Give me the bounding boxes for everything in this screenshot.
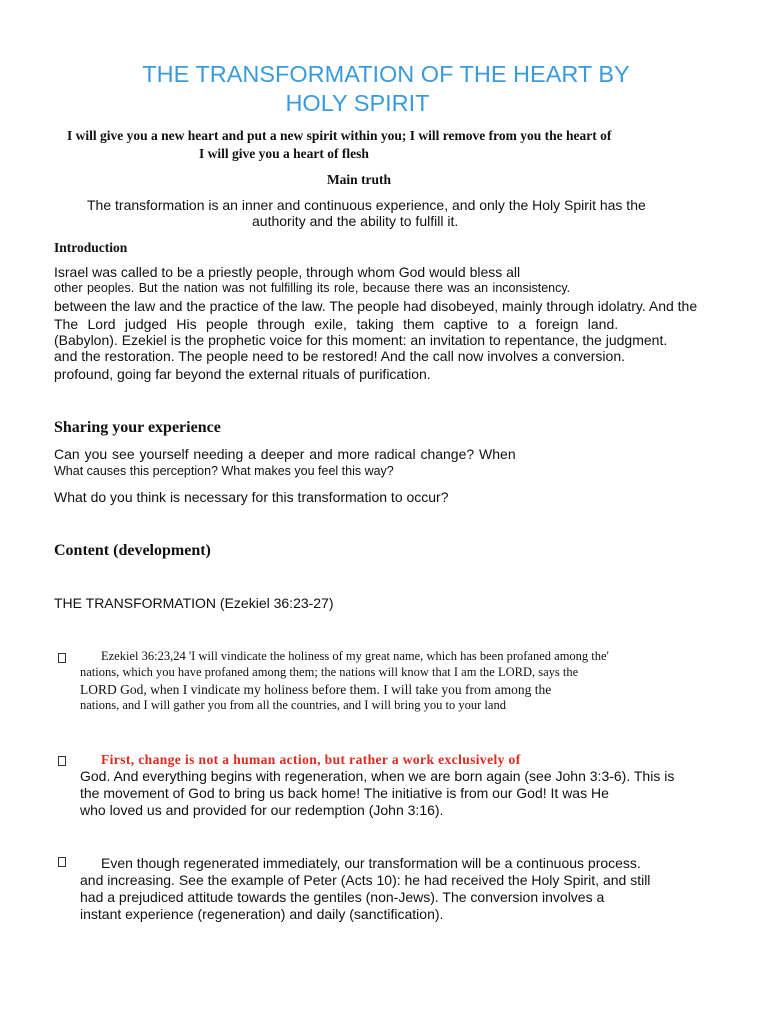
intro-line: Israel was called to be a priestly people, through whom God would bless all xyxy=(54,264,521,280)
verse-line2: I will give you a heart of flesh xyxy=(199,146,369,161)
bullet-box-icon xyxy=(58,653,66,663)
bullet-2-emphasis: First, change is not a human action, but rather a work exclusively of xyxy=(101,752,521,767)
bullet-3-line: and increasing. See the example of Peter (Acts 10): he had received the Holy Spirit, and still xyxy=(80,872,651,888)
intro-line: The Lord judged His people through exile, taking them captive to a foreign land. xyxy=(54,316,619,332)
bullet-3-line: instant experience (regeneration) and daily (sanctification). xyxy=(80,906,444,922)
bullet-1-line: LORD God, when I vindicate my holiness before them. I will take you from among the xyxy=(80,682,552,697)
content-subheading: THE TRANSFORMATION (Ezekiel 36:23-27) xyxy=(54,595,334,611)
sharing-heading: Sharing your experience xyxy=(54,419,221,436)
intro-line: profound, going far beyond the external rituals of purification. xyxy=(54,366,431,382)
sharing-question-1b: What causes this perception? What makes you feel this way? xyxy=(54,464,394,478)
bullet-box-icon xyxy=(58,857,66,867)
introduction-heading: Introduction xyxy=(54,240,128,255)
bullet-2-line: God. And everything begins with regeneration, when we are born again (see John 3:3-6). This is xyxy=(80,768,675,784)
bullet-2-line: who loved us and provided for our redemption (John 3:16). xyxy=(80,802,444,818)
content-heading: Content (development) xyxy=(54,542,211,559)
sharing-question-1: Can you see yourself needing a deeper and more radical change? When xyxy=(54,446,516,462)
intro-line: other peoples. But the nation was not fulfilling its role, because there was an inconsistency. xyxy=(54,281,571,295)
intro-line: between the law and the practice of the law. The people had disobeyed, mainly through idolatry. And the xyxy=(54,298,698,314)
sharing-question-2: What do you think is necessary for this transformation to occur? xyxy=(54,489,449,505)
bullet-1-line: nations, which you have profaned among them; the nations will know that I am the LORD, says the xyxy=(80,665,579,679)
bullet-2-line: the movement of God to bring us back home! The initiative is from our God! It was He xyxy=(80,785,609,801)
page-title-line2: HOLY SPIRIT xyxy=(285,90,430,116)
bullet-3-line: Even though regenerated immediately, our transformation will be a continuous process. xyxy=(101,855,641,871)
intro-line: (Babylon). Ezekiel is the prophetic voice for this moment: an invitation to repentance, the judgment. xyxy=(54,332,668,348)
verse-line1: I will give you a new heart and put a new spirit within you; I will remove from you the heart of xyxy=(67,128,612,143)
main-truth-line1: The transformation is an inner and continuous experience, and only the Holy Spirit has the xyxy=(87,197,646,213)
main-truth-line2: authority and the ability to fulfill it. xyxy=(252,213,459,229)
bullet-1-line: nations, and I will gather you from all the countries, and I will bring you to your land xyxy=(80,698,506,712)
bullet-1-line: Ezekiel 36:23,24 'I will vindicate the holiness of my great name, which has been profaned among the' xyxy=(101,649,609,663)
bullet-3-line: had a prejudiced attitude towards the gentiles (non-Jews). The conversion involves a xyxy=(80,889,605,905)
main-truth-heading: Main truth xyxy=(326,172,392,187)
bullet-box-icon xyxy=(58,756,66,766)
page-title-line1: THE TRANSFORMATION OF THE HEART BY xyxy=(142,61,630,87)
intro-line: and the restoration. The people need to be restored! And the call now involves a conversion. xyxy=(54,348,625,364)
